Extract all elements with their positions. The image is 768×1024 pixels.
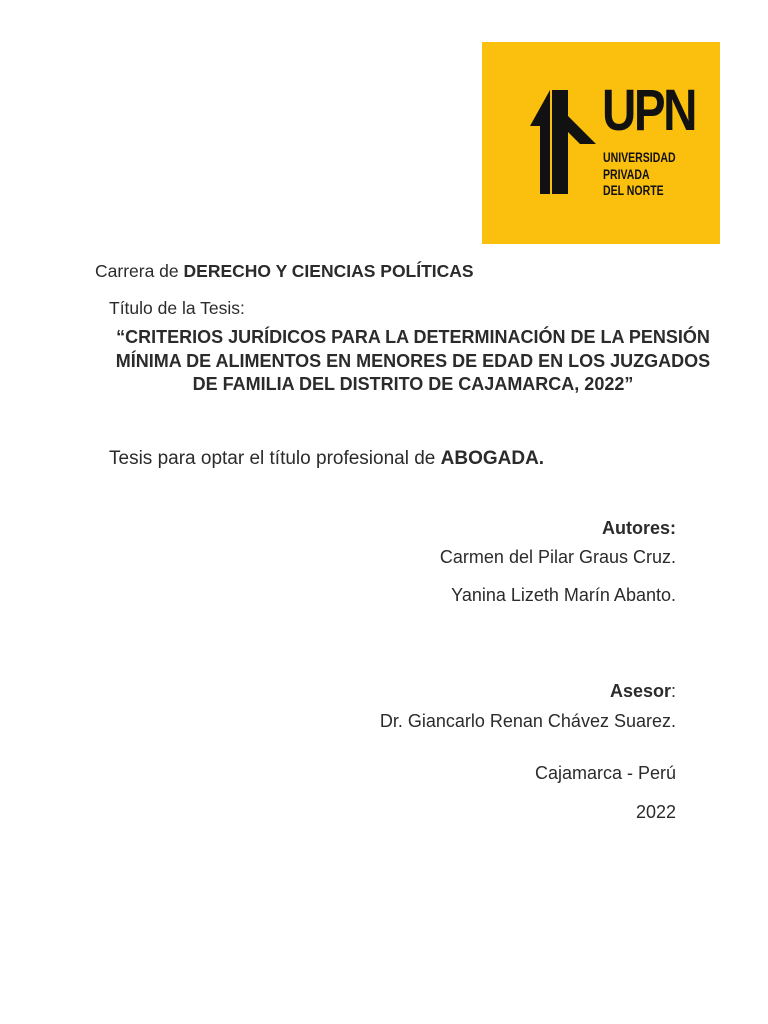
advisor-name: Dr. Giancarlo Renan Chávez Suarez. — [379, 711, 676, 731]
advisor-label-colon: : — [670, 681, 676, 701]
author-name: Yanina Lizeth Marín Abanto. — [451, 585, 676, 605]
career-line — [95, 261, 474, 282]
career-prefix: Carrera de — [95, 261, 184, 281]
thesis-title: “CRITERIOS JURÍDICOS PARA LA DETERMINACIÓN DE LA PENSIÓN MÍNIMA DE ALIMENTOS EN MENORES DE EDAD EN LOS JUZGADOS DE FAMILIA DEL DISTRITO DE CAJAMARCA, 2022” — [115, 327, 711, 394]
career-name: DERECHO Y CIENCIAS POLÍTICAS — [183, 261, 474, 281]
place: Cajamarca - Perú — [534, 763, 676, 783]
logo-university-name — [603, 150, 676, 200]
logo-line: PRIVADA — [603, 166, 650, 182]
author-name: Carmen del Pilar Graus Cruz. — [439, 547, 676, 567]
advisor-label-text: Asesor — [609, 681, 671, 701]
degree-line — [109, 448, 544, 470]
logo-line: DEL NORTE — [603, 183, 664, 198]
authors-label: Autores: — [601, 518, 676, 538]
year: 2022 — [635, 802, 676, 822]
university-logo — [482, 42, 720, 244]
advisor-label — [610, 681, 676, 702]
degree-prefix: Tesis para optar el título profesional de — [109, 448, 441, 469]
logo-acronym: UPN — [602, 78, 696, 143]
thesis-title-label: Título de la Tesis: — [109, 298, 245, 318]
degree-title: ABOGADA. — [440, 448, 545, 469]
upn-arrows-icon — [528, 86, 598, 198]
logo-line: UNIVERSIDAD — [603, 150, 676, 165]
